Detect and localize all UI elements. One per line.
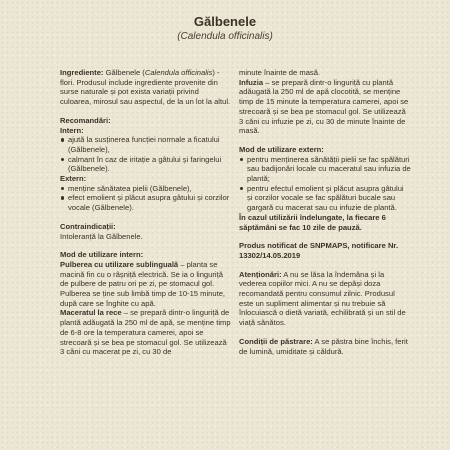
list-item: efect emolient și plăcut asupra gâtului și corzilor vocale (Gălbenele).: [60, 193, 232, 212]
long-use-warning: În cazul utilizării îndelungate, la fiecare 6 săptămâni se fac 10 zile de pauză.: [239, 212, 386, 232]
ingredients-text-2: ) - flori. Produsul include ingrediente provenite din surse naturale și pot exista variații privind culoarea, mirosul sau aspectul, de la un lot la altul.: [60, 68, 231, 107]
external-usage-heading: Mod de utilizare extern:: [239, 144, 324, 154]
ingredients-text-1: Gălbenele (: [103, 68, 145, 77]
powder-text: – planta se macină fin cu o râșniță electrică. Se ia o linguriță de pulbere de patru ori pe zi, pe stomacul gol. Pulberea se ține sub limbă timp de 10-15 minute, după care se înghite cu apă.: [60, 259, 226, 308]
list-item: pentru menținerea sănătății pielii se fac spălături sau badijonări locale cu maceratul sau infuzia de plantă;: [239, 155, 411, 184]
list-item: pentru efectul emolient și plăcut asupra gâtului și corzilor vocale se fac spălături bucale sau gargară cu macerat sau cu infuzie de plantă.: [239, 184, 411, 213]
product-latin-name: (Calendula officinalis): [177, 31, 273, 42]
internal-list: [60, 135, 232, 174]
list-item: calmant în caz de iritație a gâtului și faringelui (Gălbenele).: [60, 155, 232, 174]
infusion-paragraph: [239, 78, 411, 136]
powder-label: Pulberea cu utilizare sublinguală: [60, 259, 179, 269]
contraindications-heading: Contraindicații:: [60, 221, 116, 231]
ingredients-label: Ingrediente:: [60, 68, 104, 77]
storage-text: A se păstra bine închis, ferit de lumină, umiditate și căldură.: [239, 336, 408, 356]
internal-usage-heading: Mod de utilizare intern:: [60, 250, 144, 260]
warnings-paragraph: [239, 270, 411, 328]
macerate-paragraph: [60, 308, 232, 357]
list-item: ajută la susținerea funcției normale a ficatului (Gălbenele),: [60, 135, 232, 154]
macerate-text: – se prepară dintr-o linguriță de plantă adăugată la 250 ml de apă, se menține timp de 6-8 ore la temperatura camerei, apoi se strecoară și se bea pe stomacul gol. Se utilizează 3 căni cu macerat pe zi, cu 30 de: [60, 308, 231, 357]
infusion-label: Infuzia: [239, 77, 264, 87]
infusion-text: – se prepară dintr-o linguriță cu plantă adăugată la 250 ml de apă clocotită, se menține timp de 15 minute la temperatura camerei, apoi se strecoară și se bea pe stomacul gol. Se utilizează 3 căni cu infuzie pe zi, cu 30 de minute înainte de masă.: [239, 77, 409, 136]
notification-number: Produs notificat de SNPMAPS, notificare Nr. 13302/14.05.2019: [239, 241, 399, 260]
ingredients-latin: Calendula officinalis: [144, 68, 213, 77]
external-list: [60, 184, 232, 213]
powder-paragraph: [60, 260, 232, 309]
product-title: Gălbenele: [193, 14, 257, 29]
warnings-label: Atenționări:: [239, 269, 282, 279]
recommendations-heading: Recomandări:: [60, 115, 111, 125]
ingredients-paragraph: [60, 68, 232, 107]
macerate-label: Maceratul la rece: [60, 308, 122, 318]
left-column: [60, 68, 232, 357]
contraindications-text: Intoleranță la Gălbenele.: [60, 231, 143, 241]
external-label: Extern:: [60, 174, 87, 184]
macerate-continued: minute înainte de masă.: [239, 68, 321, 77]
list-item: menține sănătatea pielii (Gălbenele),: [60, 184, 232, 194]
right-column: [239, 68, 411, 356]
external-usage-list: [239, 155, 411, 213]
internal-label: Intern:: [60, 125, 84, 135]
warnings-text: A nu se lăsa la îndemâna și la vederea copiilor mici. A nu se depăși doza recomandată pentru consumul zilnic. Produsul este un supliment alimentar și nu trebuie să înlocuiască o dietă variată, echilibrată și un stil de viață sănătos.: [239, 269, 406, 328]
storage-paragraph: [239, 337, 411, 356]
storage-label: Condiții de păstrare:: [239, 336, 313, 346]
